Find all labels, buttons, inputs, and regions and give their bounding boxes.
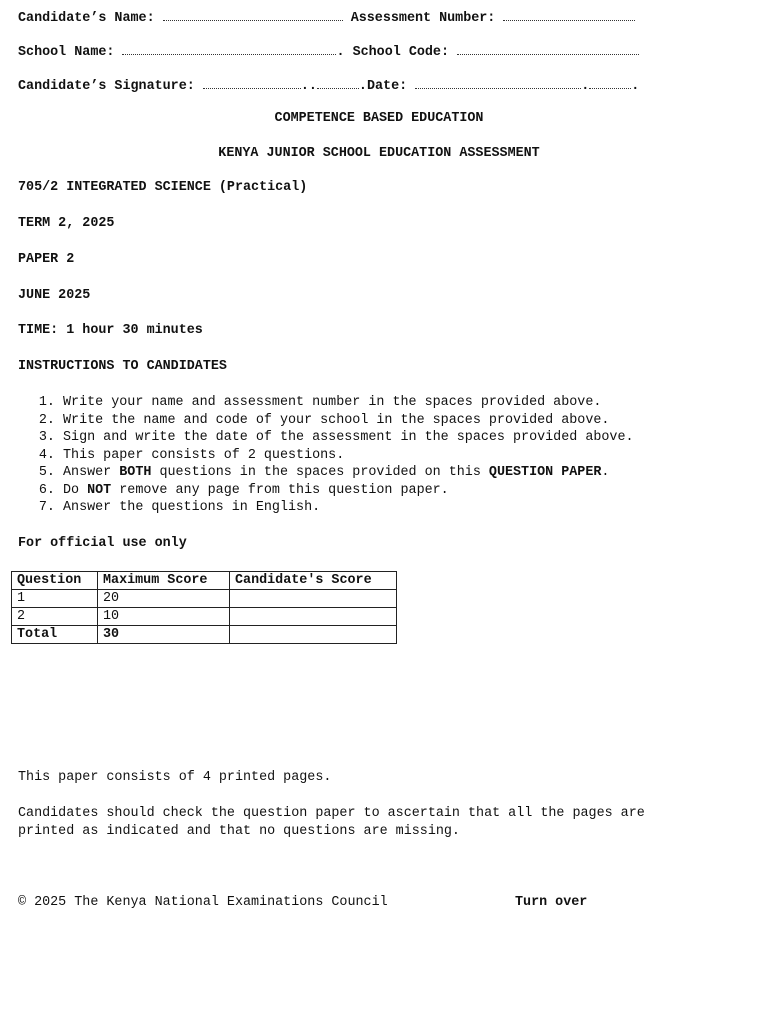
instruction-text: Do [63, 482, 88, 498]
signature-row [18, 77, 639, 94]
candidate-score-cell[interactable] [230, 608, 397, 626]
total-max-score: 30 [98, 626, 230, 644]
instruction-emphasis: QUESTION PAPER [488, 465, 602, 480]
instruction-text: remove any page from this question paper. [111, 482, 449, 498]
official-use-heading: For official use only [18, 536, 187, 551]
instruction-text: . [601, 465, 610, 480]
title-competence: COMPETENCE BASED EDUCATION [274, 111, 484, 126]
column-header: Candidate's Score [230, 572, 397, 590]
score-table-header [12, 572, 397, 590]
signature-label: Candidate’s Signature: [18, 79, 195, 94]
instruction-item [63, 482, 634, 500]
score-table [11, 571, 397, 644]
instruction-text: Answer [63, 465, 120, 480]
term-line: TERM 2, 2025 [18, 216, 115, 231]
table-row [12, 590, 397, 608]
date-trail-1: . [581, 79, 590, 94]
date-trail-2: . [631, 79, 640, 94]
time-allowed: TIME: 1 hour 30 minutes [18, 323, 203, 338]
instruction-item: 1. Write your name and assessment number in the spaces provided above. [63, 394, 634, 412]
instruction-item: 4. This paper consists of 2 questions. [63, 447, 634, 465]
date-label: .Date: [358, 79, 408, 94]
column-header: Question [12, 572, 98, 590]
school-name-label: School Name: [18, 45, 115, 60]
instruction-emphasis: NOT [87, 482, 112, 498]
instructions-list [18, 394, 634, 517]
school-code-label: School Code: [352, 45, 450, 60]
instructions-heading: INSTRUCTIONS TO CANDIDATES [18, 359, 227, 374]
school-name-field[interactable] [122, 43, 336, 55]
check-note-line-2: printed as indicated and that no questions are missing. [18, 824, 460, 839]
candidate-score-cell[interactable] [230, 590, 397, 608]
instruction-emphasis: BOTH [119, 465, 152, 480]
assessment-number-label: Assessment Number: [350, 11, 496, 26]
paper-number: PAPER 2 [18, 252, 75, 267]
assessment-number-field[interactable] [503, 9, 635, 21]
pages-note: This paper consists of 4 printed pages. [18, 770, 332, 785]
date-field[interactable] [415, 77, 581, 89]
max-score-cell: 20 [98, 590, 230, 608]
instruction-text: questions in the spaces provided on this [151, 465, 489, 480]
question-cell: 2 [12, 608, 98, 626]
school-row [18, 43, 639, 60]
signature-field-extension[interactable] [317, 77, 359, 89]
candidate-name-field[interactable] [163, 9, 343, 21]
max-score-cell: 10 [98, 608, 230, 626]
column-header: Maximum Score [98, 572, 230, 590]
signature-trail: .. [300, 79, 317, 94]
total-row [12, 626, 397, 644]
exam-month: JUNE 2025 [18, 288, 91, 303]
instruction-item: 3. Sign and write the date of the assessment in the spaces provided above. [63, 429, 634, 447]
copyright: © 2025 The Kenya National Examinations Council [18, 895, 388, 910]
table-row [12, 608, 397, 626]
total-label: Total [12, 626, 98, 644]
check-note-line-1: Candidates should check the question paper to ascertain that all the pages are [18, 806, 645, 821]
school-name-trail: . [336, 45, 345, 60]
paper-code: 705/2 INTEGRATED SCIENCE (Practical) [18, 180, 308, 195]
instruction-item: 2. Write the name and code of your school in the spaces provided above. [63, 412, 634, 430]
candidate-name-row [18, 9, 635, 26]
title-kjsea: KENYA JUNIOR SCHOOL EDUCATION ASSESSMENT [218, 146, 540, 161]
total-candidate-score[interactable] [230, 626, 397, 644]
signature-field[interactable] [203, 77, 301, 89]
date-field-extension[interactable] [589, 77, 631, 89]
instruction-item: 7. Answer the questions in English. [63, 499, 634, 517]
candidate-name-label: Candidate’s Name: [18, 11, 155, 26]
school-code-field[interactable] [457, 43, 639, 55]
instruction-item [63, 464, 634, 482]
question-cell: 1 [12, 590, 98, 608]
turn-over: Turn over [515, 895, 588, 910]
